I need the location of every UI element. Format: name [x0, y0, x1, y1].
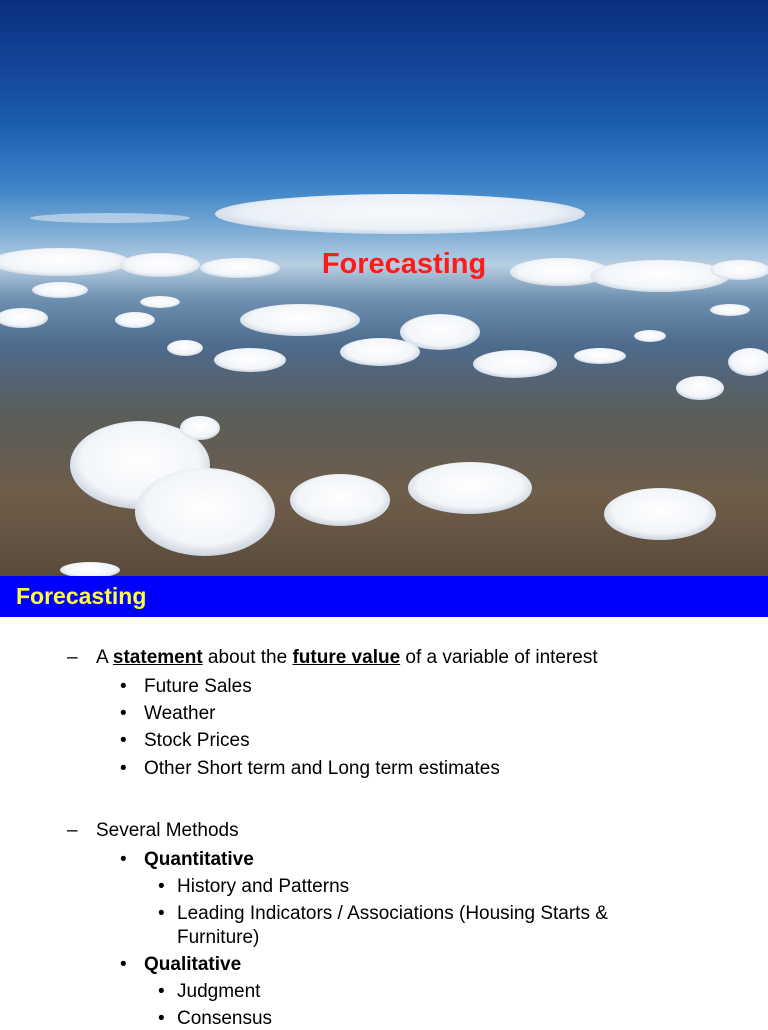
qualitative-item: Judgment: [177, 981, 261, 1002]
bullet-marker: •: [120, 954, 127, 975]
example-item: Weather: [144, 703, 216, 724]
quantitative-label: Quantitative: [144, 849, 254, 870]
quantitative-item: History and Patterns: [177, 876, 350, 897]
section-header-bar: [0, 576, 768, 617]
bullet-marker: •: [158, 1008, 165, 1029]
slide-title: Forecasting: [321, 248, 487, 280]
example-item: Stock Prices: [144, 730, 250, 751]
bullet-marker: •: [120, 730, 127, 751]
example-item: Other Short term and Long term estimates: [144, 758, 500, 779]
bullet-marker: •: [158, 981, 165, 1002]
bullet-marker: •: [120, 703, 127, 724]
bullet-marker: •: [158, 876, 165, 897]
dash-marker: –: [67, 647, 78, 668]
definition-suffix: of a variable of interest: [400, 647, 598, 668]
quantitative-item: Leading Indicators / Associations (Housing Starts &: [177, 903, 608, 924]
definition-term-statement: statement: [112, 647, 203, 668]
definition-middle: about the: [202, 647, 293, 668]
bullet-marker: •: [158, 903, 165, 924]
definition-term-future-value: future value: [292, 647, 401, 668]
bullet-marker: •: [120, 758, 127, 779]
definition-prefix: A: [96, 647, 113, 668]
bullet-marker: •: [120, 676, 127, 697]
methods-label: Several Methods: [96, 820, 239, 841]
example-item: Future Sales: [144, 676, 252, 697]
bullet-marker: •: [120, 849, 127, 870]
qualitative-item: Consensus: [177, 1008, 273, 1029]
section-title: Forecasting: [16, 583, 147, 609]
quantitative-item: Furniture): [177, 927, 260, 948]
qualitative-label: Qualitative: [144, 954, 242, 975]
dash-marker: –: [67, 820, 78, 841]
